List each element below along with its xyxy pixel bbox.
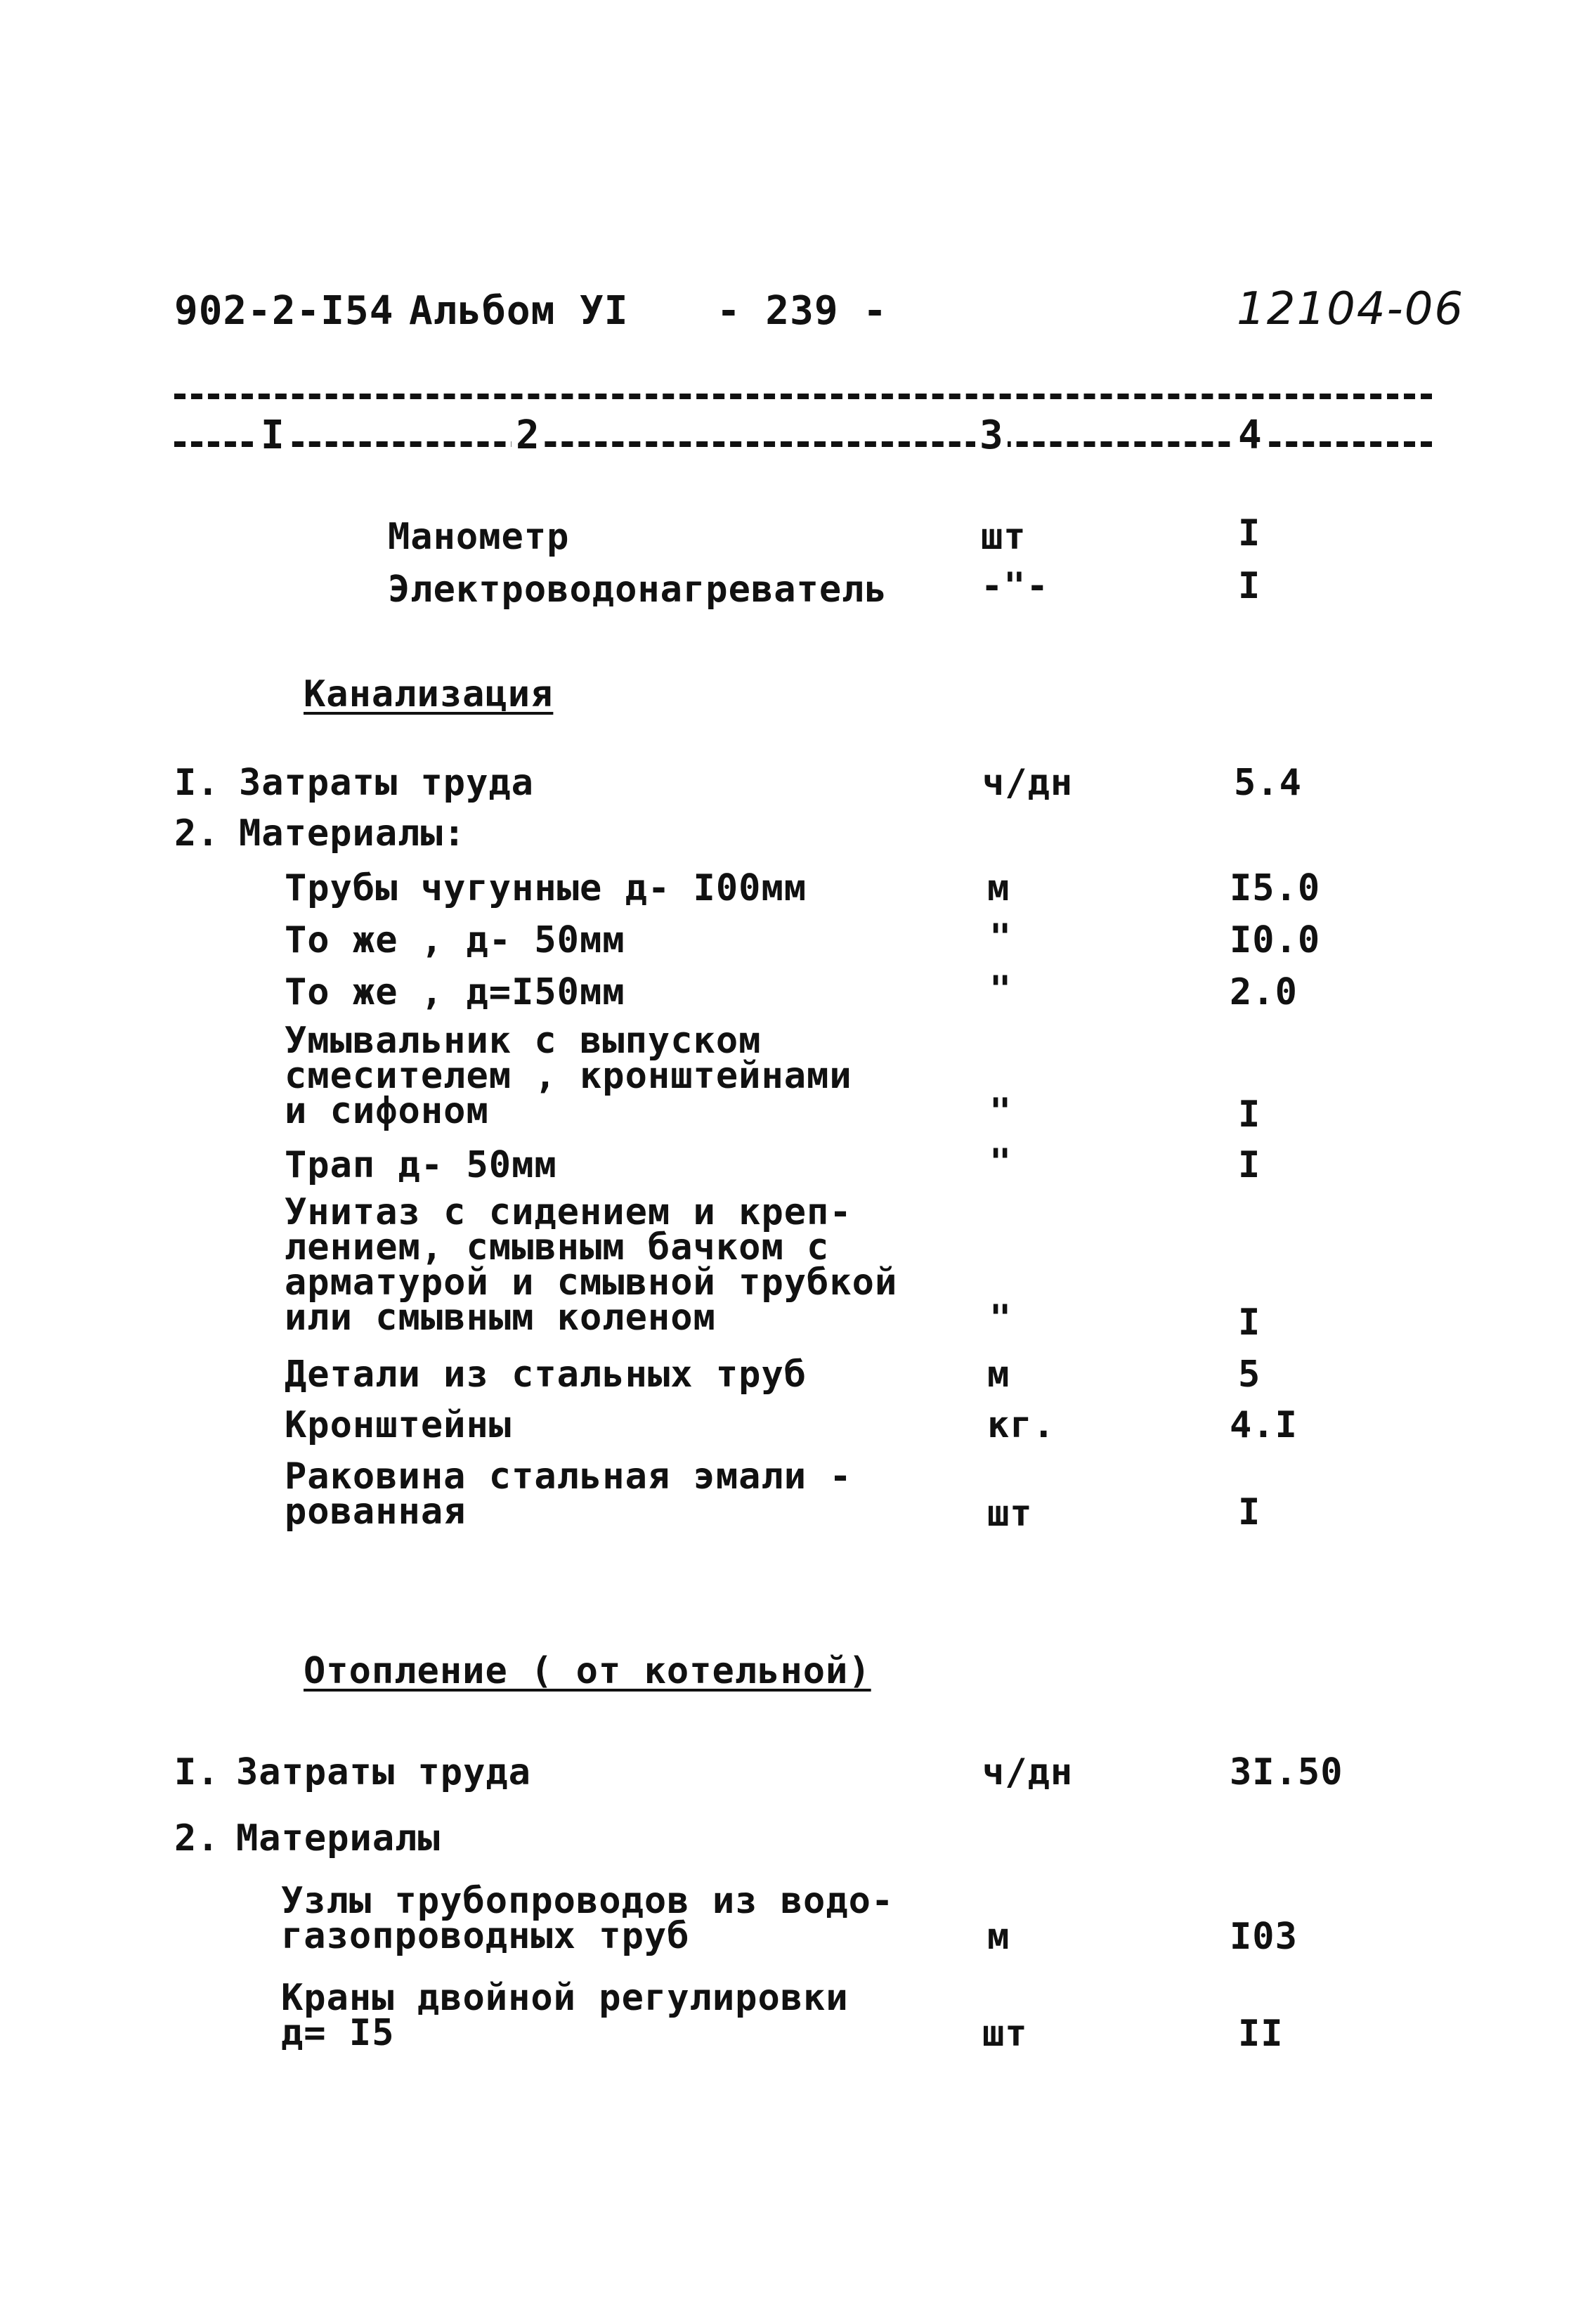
item-unit: м: [987, 867, 1010, 909]
item-name: Узлы трубопроводов из водо- газопроводных труб: [281, 1880, 894, 1957]
item-name: Трубы чугунные д- I00мм: [285, 867, 807, 909]
item-unit: м: [987, 1353, 1010, 1396]
section-title-heating: Отопление ( от котельной): [304, 1650, 871, 1692]
archive-number: 12104-06: [1237, 283, 1465, 335]
section-title-sewage: Канализация: [304, 673, 554, 715]
item-name: То же , д=I50мм: [285, 971, 625, 1013]
item-name: Детали из стальных труб: [285, 1353, 807, 1396]
item-unit: ": [989, 1141, 1012, 1183]
column-2-number: 2: [512, 416, 544, 455]
row-number: I.: [174, 1751, 220, 1793]
item-name: Краны двойной регулировки д= I5: [281, 1977, 849, 2054]
item-unit: кг.: [987, 1404, 1055, 1446]
item-unit: шт: [987, 1493, 1033, 1535]
item-qty: I: [1238, 1093, 1261, 1136]
album-label: Альбом УI: [409, 288, 629, 334]
item-name: Трап д- 50мм: [285, 1144, 557, 1186]
item-unit: шт: [981, 516, 1027, 558]
row-number: I.: [174, 762, 220, 804]
materials-heading: Материалы: [236, 1817, 441, 1859]
item-qty: I: [1238, 1144, 1261, 1186]
item-qty: I03: [1230, 1916, 1298, 1958]
item-unit: ": [989, 1091, 1012, 1133]
page-number: - 239 -: [717, 288, 888, 334]
labor-label: Затраты труда: [236, 1751, 531, 1793]
labor-label: Затраты труда: [239, 762, 534, 804]
item-qty: 2.0: [1230, 971, 1298, 1013]
item-qty: I: [1238, 1301, 1261, 1344]
table-top-rule: [174, 394, 1432, 399]
row-number: 2.: [174, 812, 220, 855]
item-qty: II: [1238, 2013, 1284, 2055]
item-qty: I: [1238, 512, 1261, 554]
item-qty: 4.I: [1230, 1404, 1298, 1446]
item-name: Унитаз с сидением и креп- лением, смывным бачком с арматурой и смывной трубкой или смывным коленом: [285, 1191, 898, 1339]
labor-unit: ч/дн: [982, 762, 1074, 804]
item-name: То же , д- 50мм: [285, 919, 625, 961]
item-unit: ": [989, 968, 1012, 1011]
labor-qty: 5.4: [1234, 762, 1302, 804]
item-qty: I5.0: [1230, 867, 1321, 909]
item-name: Манометр: [388, 516, 570, 558]
item-unit: шт: [982, 2013, 1028, 2055]
item-name: Умывальник с выпуском смесителем , кронштейнами и сифоном: [285, 1020, 852, 1132]
item-qty: I0.0: [1230, 919, 1321, 961]
column-3-number: 3: [975, 416, 1008, 455]
column-1-number: I: [256, 416, 289, 455]
row-number: 2.: [174, 1817, 220, 1859]
item-unit: м: [987, 1916, 1010, 1958]
doc-code: 902-2-I54: [174, 288, 394, 334]
item-qty: I: [1238, 1491, 1261, 1533]
labor-unit: ч/дн: [982, 1751, 1074, 1793]
column-4-number: 4: [1234, 416, 1266, 455]
item-unit: ": [989, 916, 1012, 959]
labor-qty: 3I.50: [1230, 1751, 1343, 1793]
item-qty: 5: [1238, 1353, 1261, 1396]
item-unit: ": [989, 1297, 1012, 1339]
item-unit: -"-: [981, 565, 1049, 607]
item-qty: I: [1238, 565, 1261, 607]
item-name: Раковина стальная эмали - рованная: [285, 1455, 852, 1533]
item-name: Кронштейны: [285, 1404, 512, 1446]
materials-heading: Материалы:: [239, 812, 467, 855]
item-name: Электроводонагреватель: [388, 569, 887, 611]
